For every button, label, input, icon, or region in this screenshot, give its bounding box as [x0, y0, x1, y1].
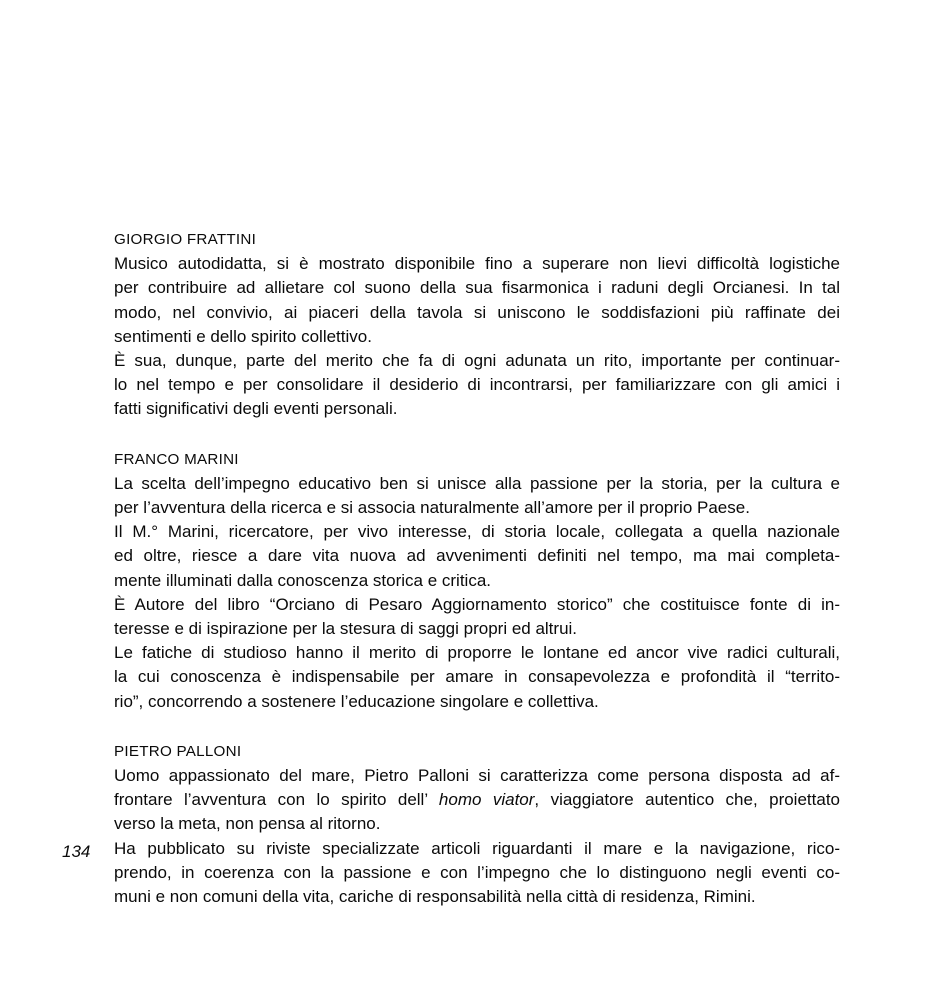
text-line: modo, nel convivio, ai piaceri della tavola si uniscono le soddisfazioni più raffinate dei	[114, 302, 840, 322]
paragraph	[114, 520, 840, 593]
text-line: Ha pubblicato su riviste specializzate articoli riguardanti il mare e la navigazione, rico-	[114, 838, 840, 858]
paragraph	[114, 837, 840, 910]
text-line: prendo, in coerenza con la passione e con l’impegno che lo distinguono negli eventi co-	[114, 862, 840, 882]
emphasis-text: homo viator	[438, 790, 535, 810]
section-heading: FRANCO MARINI	[114, 450, 239, 468]
section-heading: GIORGIO FRATTINI	[114, 231, 257, 248]
paragraph	[114, 252, 840, 349]
paragraph	[114, 641, 840, 714]
paragraph	[114, 472, 840, 520]
text-line: teresse e di ispirazione per la stesura di saggi propri ed altrui.	[114, 619, 578, 639]
text-line: Musico autodidatta, si è mostrato disponibile fino a superare non lievi difficoltà logistiche	[114, 254, 840, 274]
text-line: È Autore del libro “Orciano di Pesaro Aggiornamento storico” che costituisce fonte di in-	[114, 594, 840, 614]
text-line: verso la meta, non pensa al ritorno.	[114, 814, 381, 834]
section-heading: PIETRO PALLONI	[114, 742, 242, 760]
text-line: per contribuire ad allietare col suono della sua fisarmonica i raduni degli Orcianesi. In tal	[114, 278, 840, 298]
text-section	[114, 740, 840, 909]
text-line: rio”, concorrendo a sostenere l’educazione singolare e collettiva.	[114, 691, 599, 711]
text-line: lo nel tempo e per consolidare il desiderio di incontrarsi, per familiarizzare con gli amici i	[114, 375, 840, 395]
paragraph	[114, 593, 840, 641]
text-section	[114, 228, 840, 422]
text-line: sentimenti e dello spirito collettivo.	[114, 326, 372, 346]
text-line: Le fatiche di studioso hanno il merito di proporre le lontane ed ancor vive radici culturali,	[114, 643, 840, 663]
text-line: mente illuminati dalla conoscenza storica e critica.	[114, 570, 492, 590]
paragraph	[114, 349, 840, 422]
text-line: per l’avventura della ricerca e si associa naturalmente all’amore per il proprio Paese.	[114, 498, 750, 518]
text-line: la cui conoscenza è indispensabile per amare in consapevolezza e profondità il “territo-	[114, 667, 840, 687]
text-section	[114, 448, 840, 714]
text-line: La scelta dell’impegno educativo ben si unisce alla passione per la storia, per la cultura e	[114, 473, 840, 493]
text-line: ed oltre, riesce a dare vita nuova ad avvenimenti definiti nel tempo, ma mai completa-	[114, 546, 840, 566]
text-line: Uomo appassionato del mare, Pietro Palloni si caratterizza come persona disposta ad af-	[114, 766, 840, 786]
paragraph	[114, 764, 840, 837]
text-line: fatti significativi degli eventi personali.	[114, 399, 398, 419]
text-line: Il M.° Marini, ricercatore, per vivo interesse, di storia locale, collegata a quella nazionale	[114, 522, 840, 542]
page-number: 134	[62, 842, 91, 861]
text-line: È sua, dunque, parte del merito che fa di ogni adunata un rito, importante per continuar-	[114, 351, 840, 371]
text-line: muni e non comuni della vita, cariche di responsabilità nella città di residenza, Rimini.	[114, 887, 756, 907]
text-line: frontare l’avventura con lo spirito dell’ homo viator, viaggiatore autentico che, proiettato	[114, 790, 840, 810]
text-column	[114, 228, 840, 909]
